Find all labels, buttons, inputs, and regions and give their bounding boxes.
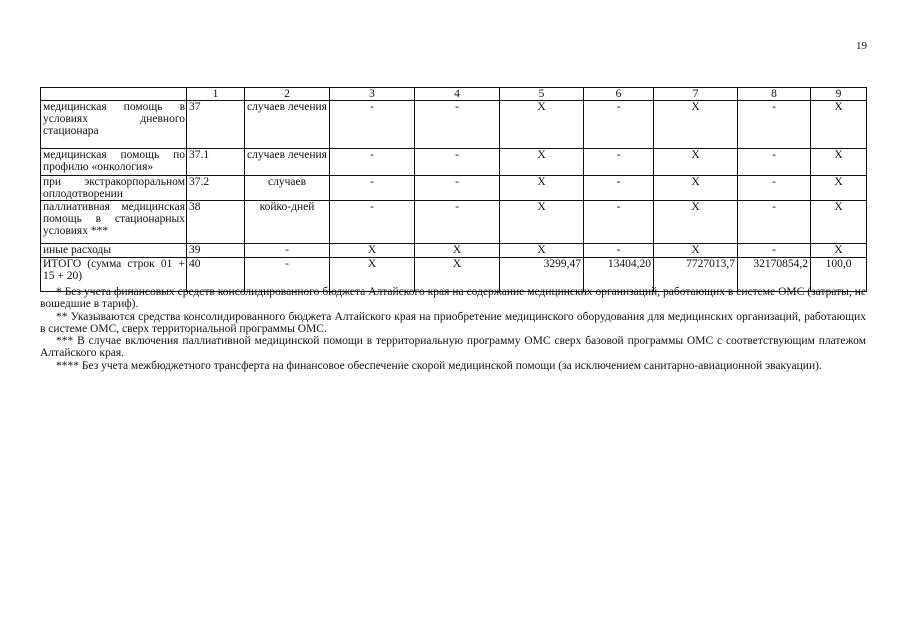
table-cell: - (415, 176, 500, 201)
table-cell: 39 (187, 244, 245, 258)
table-cell: - (330, 149, 415, 176)
table-cell: - (330, 176, 415, 201)
table-row (41, 149, 867, 176)
table-cell: - (738, 176, 811, 201)
table-cell: X (500, 176, 584, 201)
table-cell: X (415, 258, 500, 292)
table-cell: X (654, 149, 738, 176)
table-cell: X (500, 149, 584, 176)
table-cell: - (584, 201, 654, 244)
table-cell: X (811, 244, 867, 258)
footnote: **** Без учета межбюджетного трансферта на финансовое обеспечение скорой медицинской помощи (за исключением санитарно-авиационной эвакуации). (56, 359, 822, 372)
table-cell: - (738, 101, 811, 149)
table-cell: 40 (187, 258, 245, 292)
table-cell: X (654, 101, 738, 149)
table-cell: X (500, 201, 584, 244)
table-cell: - (415, 201, 500, 244)
column-header: 5 (500, 88, 584, 101)
table-cell: - (584, 244, 654, 258)
data-table (40, 87, 867, 292)
row-label: медицинская помощь в условиях дневного стационара (41, 101, 187, 149)
table-cell: - (584, 101, 654, 149)
table-cell: X (500, 101, 584, 149)
table-cell: - (330, 101, 415, 149)
table-cell: случаев лечения (245, 101, 330, 149)
table-header-row (41, 88, 867, 101)
column-header: 7 (654, 88, 738, 101)
table-cell: - (245, 244, 330, 258)
page-number: 19 (856, 40, 867, 52)
table-cell: - (738, 201, 811, 244)
table-cell: 37 (187, 101, 245, 149)
table-cell: - (245, 258, 330, 292)
column-header: 9 (811, 88, 867, 101)
row-label: паллиативная медицинская помощь в стационарных условиях *** (41, 201, 187, 244)
table-cell: 3299,47 (500, 258, 584, 292)
table-cell: - (415, 101, 500, 149)
table-cell: X (811, 176, 867, 201)
table-cell: X (811, 101, 867, 149)
table-cell: X (330, 258, 415, 292)
footnotes (40, 286, 866, 372)
table-cell: случаев лечения (245, 149, 330, 176)
table-cell: X (500, 244, 584, 258)
column-header: 4 (415, 88, 500, 101)
table-cell: X (330, 244, 415, 258)
table-row (41, 201, 867, 244)
table-cell: 32170854,2 (738, 258, 811, 292)
table-cell: X (654, 176, 738, 201)
table-cell: X (415, 244, 500, 258)
table-cell: 100,0 (811, 258, 867, 292)
footnote: ** Указываются средства консолидированного бюджета Алтайского края на приобретение медицинского оборудования для медицинских организаций, работающих в системе ОМС, сверх территориальной программы ОМС. (40, 310, 866, 335)
column-header (41, 88, 187, 101)
table-cell: 38 (187, 201, 245, 244)
footnote: * Без учета финансовых средств консолидированного бюджета Алтайского края на содержание медицинских организаций, работающих в системе ОМС (затраты, не вошедшие в тариф). (40, 286, 866, 311)
table-row (41, 101, 867, 149)
table-cell: 37.1 (187, 149, 245, 176)
footnote: *** В случае включения паллиативной медицинской помощи в территориальную программу ОМС сверх базовой программы ОМС с соответствующим платежом Алтайского края. (40, 335, 866, 360)
column-header: 1 (187, 88, 245, 101)
table-cell: случаев (245, 176, 330, 201)
table-cell: - (584, 149, 654, 176)
table-cell: X (811, 201, 867, 244)
column-header: 3 (330, 88, 415, 101)
table-cell: X (811, 149, 867, 176)
row-label: при экстракорпоральном оплодотворении (41, 176, 187, 201)
column-header: 2 (245, 88, 330, 101)
table-cell: - (415, 149, 500, 176)
table-cell: 7727013,7 (654, 258, 738, 292)
row-label: медицинская помощь по профилю «онкология» (41, 149, 187, 176)
table-cell: - (330, 201, 415, 244)
table-cell: - (738, 244, 811, 258)
table-cell: 37.2 (187, 176, 245, 201)
table-row (41, 244, 867, 258)
row-label: ИТОГО (сумма строк 01 + 15 + 20) (41, 258, 187, 292)
table-cell: X (654, 201, 738, 244)
column-header: 6 (584, 88, 654, 101)
table-cell: - (584, 176, 654, 201)
table-cell: X (654, 244, 738, 258)
table-cell: койко-дней (245, 201, 330, 244)
table-row (41, 176, 867, 201)
table-cell: 13404,20 (584, 258, 654, 292)
column-header: 8 (738, 88, 811, 101)
table-cell: - (738, 149, 811, 176)
row-label: иные расходы (41, 244, 187, 258)
